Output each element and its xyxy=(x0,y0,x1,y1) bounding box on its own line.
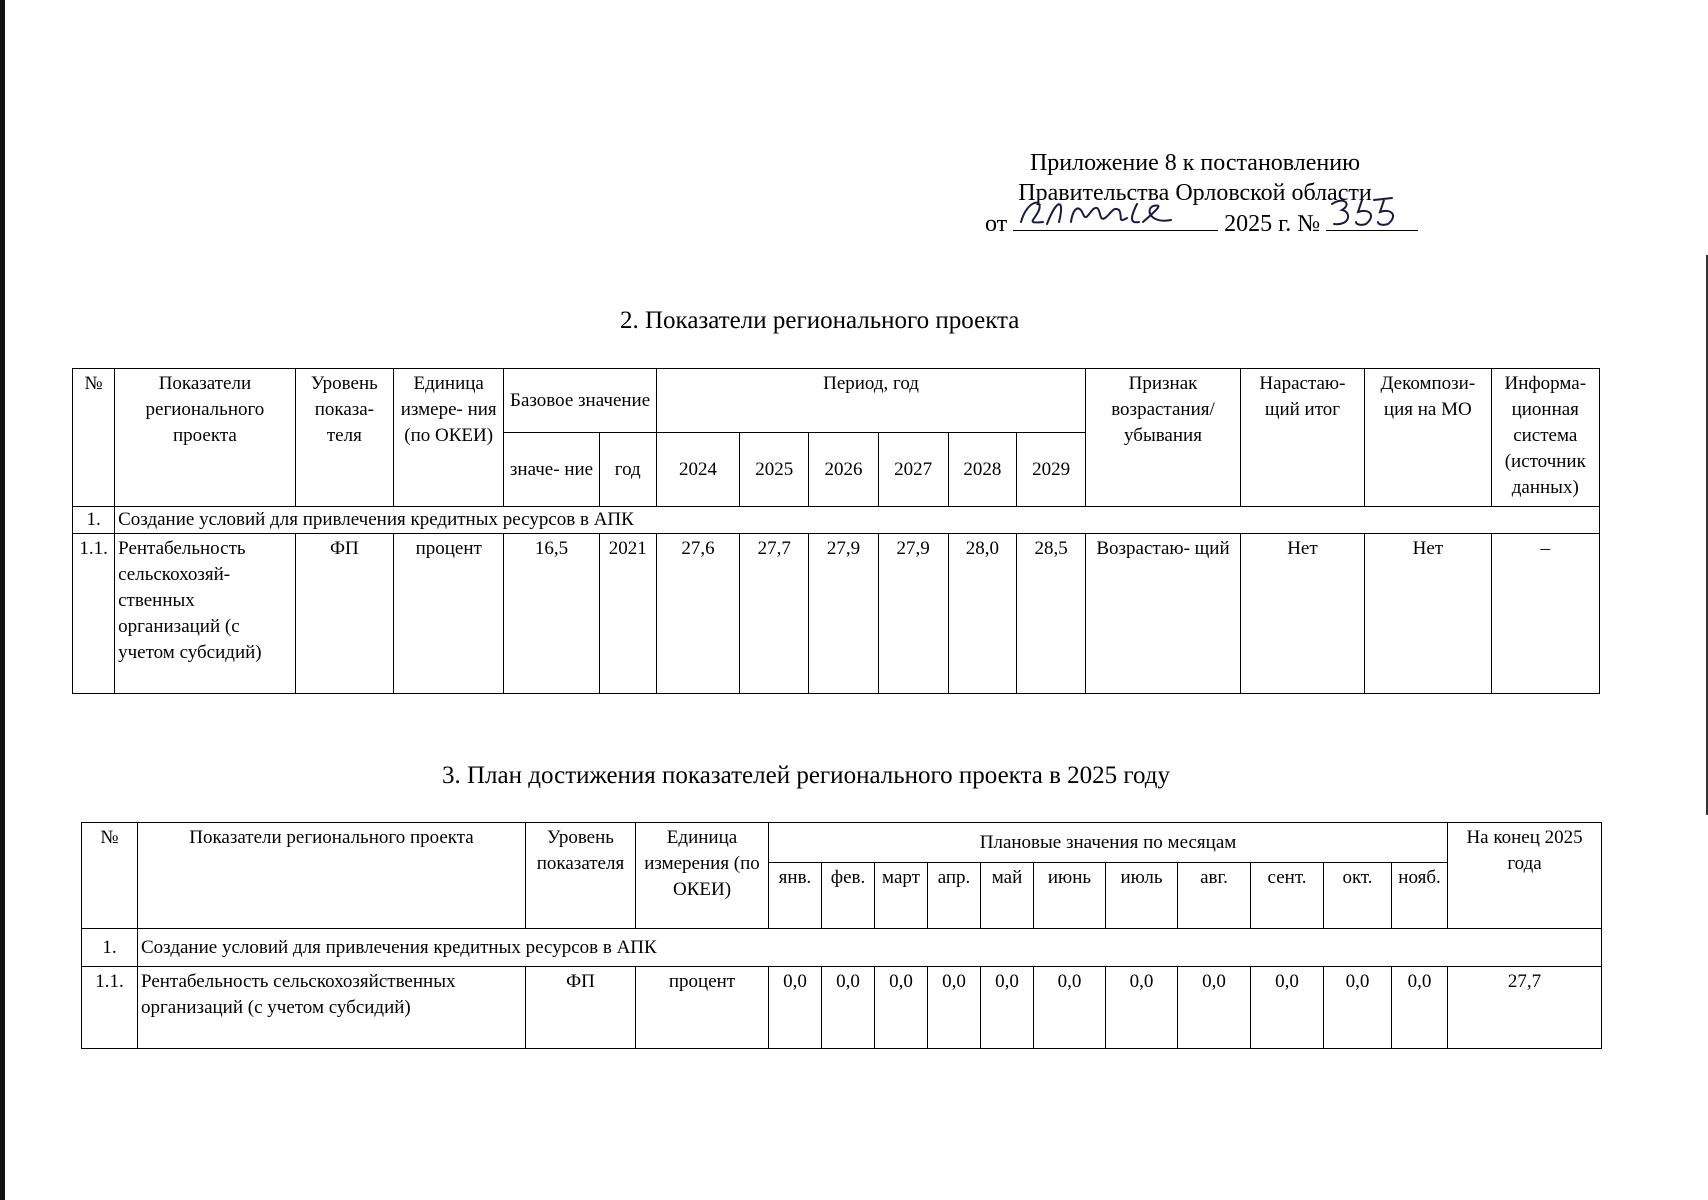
col-month-header: окт. xyxy=(1324,863,1392,929)
appendix-line-1: Приложение 8 к постановлению xyxy=(1029,150,1361,176)
row-decomposition: Нет xyxy=(1365,534,1491,694)
row-base-value: 16,5 xyxy=(504,534,599,694)
row-num: 1.1. xyxy=(73,534,115,694)
col-year-header: 2024 xyxy=(656,433,739,507)
col-level-header: Уровень показа- теля xyxy=(295,369,393,507)
appendix-date-line xyxy=(985,208,1405,239)
date-prefix: от xyxy=(985,211,1008,237)
col-base-year-header: год xyxy=(599,433,656,507)
col-level-header: Уровень показателя xyxy=(526,823,636,929)
row-trend: Возрастаю- щий xyxy=(1086,534,1240,694)
col-monthly-header: Плановые значения по месяцам xyxy=(769,823,1448,863)
handwritten-number xyxy=(1326,194,1418,230)
year-text: 2025 г. № xyxy=(1224,211,1321,237)
row-month-value: 0,0 xyxy=(981,967,1034,1049)
col-month-header: сент. xyxy=(1251,863,1324,929)
col-month-header: июль xyxy=(1106,863,1178,929)
group-num: 1. xyxy=(82,929,138,967)
row-value-2029: 28,5 xyxy=(1016,534,1085,694)
row-year-end-value: 27,7 xyxy=(1448,967,1602,1049)
section2-title: 2. Показатели регионального проекта xyxy=(620,307,1020,334)
row-month-value: 0,0 xyxy=(1178,967,1251,1049)
col-trend-header: Признак возрастания/ убывания xyxy=(1086,369,1240,507)
col-unit-header: Единица измере- ния (по ОКЕИ) xyxy=(394,369,504,507)
row-level: ФП xyxy=(295,534,393,694)
col-month-header: фев. xyxy=(822,863,875,929)
row-value-2024: 27,6 xyxy=(656,534,739,694)
indicators-table xyxy=(72,368,1600,694)
col-num-header: № xyxy=(82,823,138,929)
table-row xyxy=(82,967,1602,1049)
row-month-value: 0,0 xyxy=(928,967,981,1049)
number-signature-field xyxy=(1326,208,1418,231)
col-period-header: Период, год xyxy=(656,369,1085,433)
row-info-system: – xyxy=(1491,534,1599,694)
row-month-value: 0,0 xyxy=(1106,967,1178,1049)
col-year-header: 2027 xyxy=(878,433,948,507)
row-month-value: 0,0 xyxy=(1034,967,1106,1049)
section3-title: 3. План достижения показателей регионального проекта в 2025 году xyxy=(442,762,1171,789)
group-num: 1. xyxy=(73,507,115,534)
row-value-2027: 27,9 xyxy=(878,534,948,694)
col-decomposition-header: Декомпози- ция на МО xyxy=(1365,369,1491,507)
group-title: Создание условий для привлечения кредитных ресурсов в АПК xyxy=(115,507,1600,534)
col-year-header: 2025 xyxy=(740,433,809,507)
row-unit: процент xyxy=(394,534,504,694)
table-row xyxy=(73,534,1600,694)
col-year-header: 2029 xyxy=(1016,433,1085,507)
col-base-header: Базовое значение xyxy=(504,369,656,433)
row-cumulative: Нет xyxy=(1240,534,1364,694)
col-cumulative-header: Нарастаю- щий итог xyxy=(1240,369,1364,507)
row-num: 1.1. xyxy=(82,967,138,1049)
row-level: ФП xyxy=(526,967,636,1049)
col-month-header: июнь xyxy=(1034,863,1106,929)
col-month-header: нояб. xyxy=(1392,863,1448,929)
col-month-header: май xyxy=(981,863,1034,929)
col-year-end-header: На конец 2025 года xyxy=(1448,823,1602,929)
col-month-header: авг. xyxy=(1178,863,1251,929)
row-month-value: 0,0 xyxy=(822,967,875,1049)
col-info-system-header: Информа- ционная система (источник данных) xyxy=(1491,369,1599,507)
row-month-value: 0,0 xyxy=(1392,967,1448,1049)
row-indicator: Рентабельность сельскохозяйственных организаций (с учетом субсидий) xyxy=(138,967,526,1049)
row-value-2028: 28,0 xyxy=(948,534,1016,694)
col-base-value-header: значе- ние xyxy=(504,433,599,507)
col-month-header: янв. xyxy=(769,863,822,929)
col-year-header: 2028 xyxy=(948,433,1016,507)
row-value-2025: 27,7 xyxy=(740,534,809,694)
col-indicator-header: Показатели регионального проекта xyxy=(138,823,526,929)
col-num-header: № xyxy=(73,369,115,507)
row-month-value: 0,0 xyxy=(1324,967,1392,1049)
col-year-header: 2026 xyxy=(809,433,878,507)
appendix-header xyxy=(985,148,1405,239)
col-month-header: апр. xyxy=(928,863,981,929)
col-indicator-header: Показатели регионального проекта xyxy=(115,369,296,507)
col-month-header: март xyxy=(875,863,928,929)
appendix-line-2: Правительства Орловской области xyxy=(1018,180,1372,206)
handwritten-date-signature xyxy=(1013,194,1218,230)
group-title: Создание условий для привлечения кредитных ресурсов в АПК xyxy=(138,929,1602,967)
row-base-year: 2021 xyxy=(599,534,656,694)
row-unit: процент xyxy=(636,967,769,1049)
scan-edge-left xyxy=(0,0,5,1200)
date-signature-field xyxy=(1013,208,1218,231)
col-unit-header: Единица измерения (по ОКЕИ) xyxy=(636,823,769,929)
monthly-plan-table xyxy=(81,822,1602,1049)
row-month-value: 0,0 xyxy=(1251,967,1324,1049)
row-month-value: 0,0 xyxy=(769,967,822,1049)
row-value-2026: 27,9 xyxy=(809,534,878,694)
row-indicator: Рентабельность сельскохозяй- ственных организаций (с учетом субсидий) xyxy=(115,534,296,694)
row-month-value: 0,0 xyxy=(875,967,928,1049)
